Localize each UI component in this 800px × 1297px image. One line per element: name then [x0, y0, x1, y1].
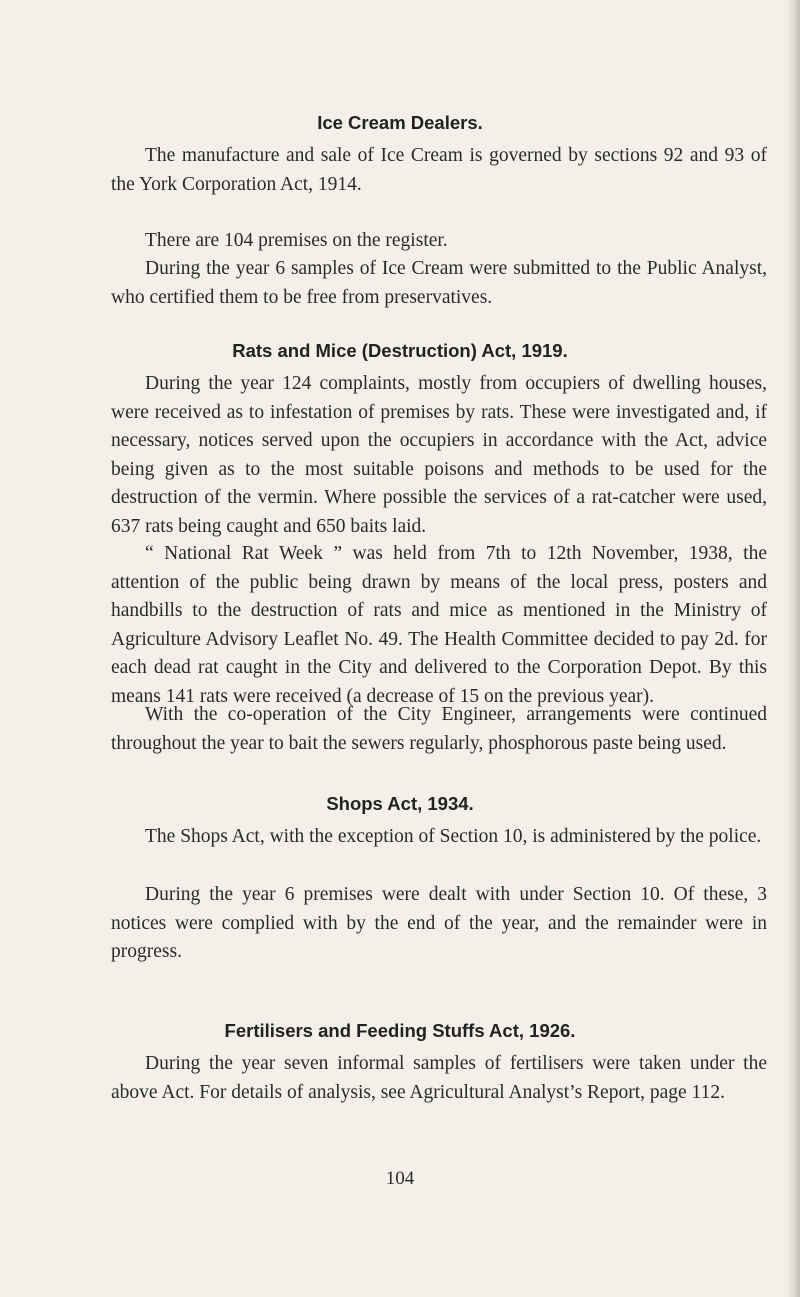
heading-fertilisers-act: Fertilisers and Feeding Stuffs Act, 1926.: [224, 1020, 576, 1041]
paragraph-shops-act-administration: The Shops Act, with the exception of Section 10, is administered by the police.: [145, 826, 762, 847]
paragraph-national-rat-week: “ National Rat Week ” was held from 7th to 12th November, 1938, the attention of the public being drawn by means of the local press, posters and handbills to the destruction of rats and mice as mentioned in the Ministry of Agriculture Advisory Leaflet No. 49. The Health Committee decided to pay 2d. for each dead rat caught in the City and delivered to the Corporation Depot. By this means 141 rats were received (a decrease of 15 on the previous year).: [111, 543, 767, 707]
paragraph-fertiliser-samples: During the year seven informal samples of fertilisers were taken under the above Act. For details of analysis, see Agricultural Analyst’s Report, page 112.: [111, 1053, 767, 1103]
paragraph-ice-cream-samples: During the year 6 samples of Ice Cream were submitted to the Public Analyst, who certified them to be free from preservatives.: [111, 258, 767, 308]
page-edge-shadow: [786, 0, 800, 1297]
paragraph-sewer-baiting: With the co-operation of the City Engineer, arrangements were continued throughout the year to bait the sewers regularly, phosphorous paste being used.: [111, 704, 767, 754]
heading-ice-cream-dealers: Ice Cream Dealers.: [317, 112, 483, 133]
paragraph-premises-register: There are 104 premises on the register.: [145, 230, 448, 251]
heading-rats-and-mice-act: Rats and Mice (Destruction) Act, 1919.: [232, 340, 568, 361]
paragraph-shops-act-premises: During the year 6 premises were dealt with under Section 10. Of these, 3 notices were complied with by the end of the year, and the remainder were in progress.: [111, 884, 767, 962]
paragraph-ice-cream-act: The manufacture and sale of Ice Cream is governed by sections 92 and 93 of the York Corporation Act, 1914.: [111, 145, 767, 195]
page-number: 104: [385, 1168, 415, 1189]
heading-shops-act: Shops Act, 1934.: [326, 793, 474, 814]
paragraph-rat-complaints: During the year 124 complaints, mostly from occupiers of dwelling houses, were received as to infestation of premises by rats. These were investigated and, if necessary, notices served upon the occupiers in accordance with the Act, advice being given as to the most suitable poisons and methods to be used for the destruction of the vermin. Where possible the services of a rat-catcher were used, 637 rats being caught and 650 baits laid.: [111, 373, 767, 537]
